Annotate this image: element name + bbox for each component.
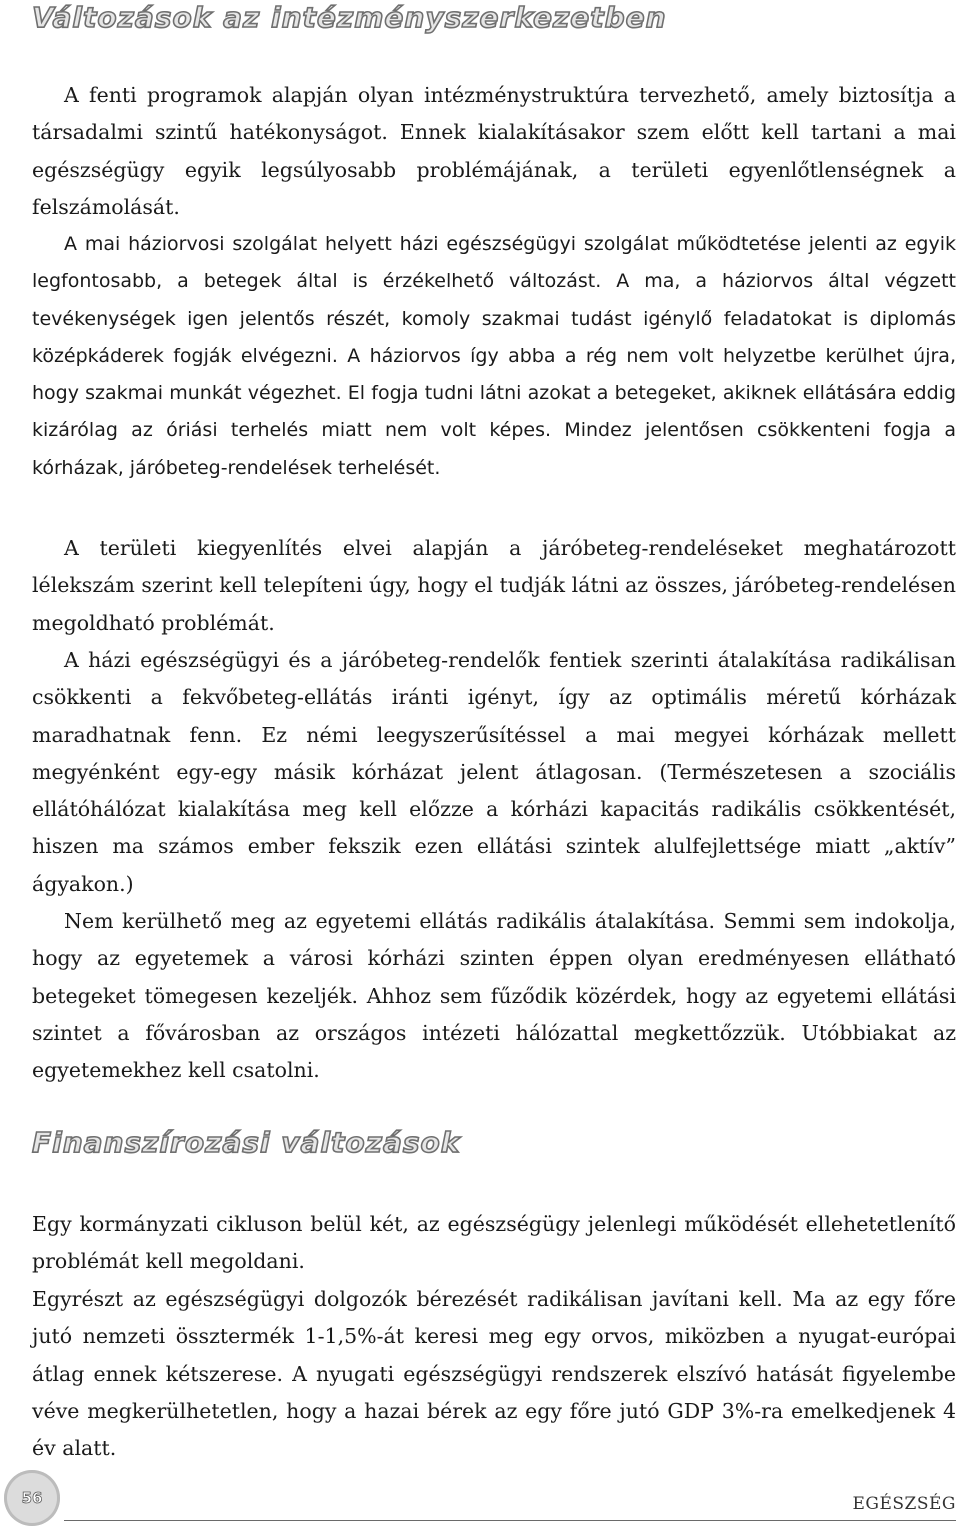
page-number: 56: [21, 1489, 43, 1507]
paragraph-wages: Egyrészt az egészségügyi dolgozók bérezését radikálisan javítani kell. Ma az egy főre jutó nemzeti össztermék 1-1,5%-át keresi meg egy orvos, miközben a nyugat-európai átlag ennek kétszerese. A nyugati egészségügyi rendszerek elszívó hatását figyelembe véve megkerülhetetlen, hogy a hazai bérek az egy főre jutó GDP 3%-ra emelkedjenek 4 év alatt.: [32, 1287, 956, 1461]
paragraph-two-problems: Egy kormányzati cikluson belül két, az egészségügy jelenlegi működését ellehetetlenítő problémát kell megoldani.: [32, 1212, 956, 1274]
paragraph-home-health-service: A mai háziorvosi szolgálat helyett házi egészségügyi szolgálat működtetése jelenti az egyik legfontosabb, a betegek által is érzékelhető változást. A ma, a háziorvos által végzett tevékenységek igen jelentős részét, komoly szakmai tudást igénylő feladatokat is diplomás középkáderek fogják elvégezni. A háziorvos így abba a rég nem volt helyzetbe kerülhet újra, hogy szakmai munkát végezhet. El fogja tudni látni azokat a betegeket, akiknek ellátására eddig kizárólag az óriási terhelés miatt nem volt képes. Mindez jelentősen csökkenteni fogja a kórházak, járóbeteg-rendelések terhelését.: [32, 233, 956, 479]
paragraph-territorial-balance: A területi kiegyenlítés elvei alapján a járóbeteg-rendeléseket meghatározott lélekszám szerint kell telepíteni úgy, hogy el tudják látni az összes, járóbeteg-rendelésen megoldható problémát.: [32, 536, 956, 635]
section-heading-institutional-structure: Változások az intézményszerkezetben: [32, 1, 667, 34]
paragraph-hospital-restructuring: A házi egészségügyi és a járóbeteg-rendelők fentiek szerinti átalakítása radikálisan csökkenti a fekvőbeteg-ellátás iránti igényt, így az optimális méretű kórházak maradhatnak fenn. Ez némi leegyszerűsítéssel a mai megyei kórházak mellett megyénként egy-egy másik kórházat jelent átlagosan. (Természetesen a szociális ellátóhálózat kialakítása meg kell előzze a kórházi kapacitás radikális csökkentését, hiszen ma számos ember fekszik ezen ellátási szintek alulfejlettsége miatt „aktív” ágyakon.): [32, 648, 956, 896]
paragraph-university-care: Nem kerülhető meg az egyetemi ellátás radikális átalakítása. Semmi sem indokolja, hogy az egyetemek a városi kórházi szinten éppen olyan eredményesen ellátható betegeket tömegesen kezeljék. Ahhoz sem fűződik közérdek, hogy az egyetemi ellátási szintet a fővárosban az országos intézeti hálózattal megkettőzzük. Utóbbiakat az egyetemekhez kell csatolni.: [32, 909, 956, 1083]
paragraph-intro: A fenti programok alapján olyan intézménystruktúra tervezhető, amely biztosítja a társadalmi szintű hatékonyságot. Ennek kialakításakor szem előtt kell tartani a mai egészségügy egyik legsúlyosabb problémájának, a területi egyenlőtlenségnek a felszámolását.: [32, 83, 956, 219]
footer-section-label: EGÉSZSÉG: [852, 1494, 956, 1514]
page-number-badge: [4, 1470, 60, 1526]
section-heading-financing: Finanszírozási változások: [32, 1126, 461, 1159]
footer-divider: [64, 1520, 956, 1521]
